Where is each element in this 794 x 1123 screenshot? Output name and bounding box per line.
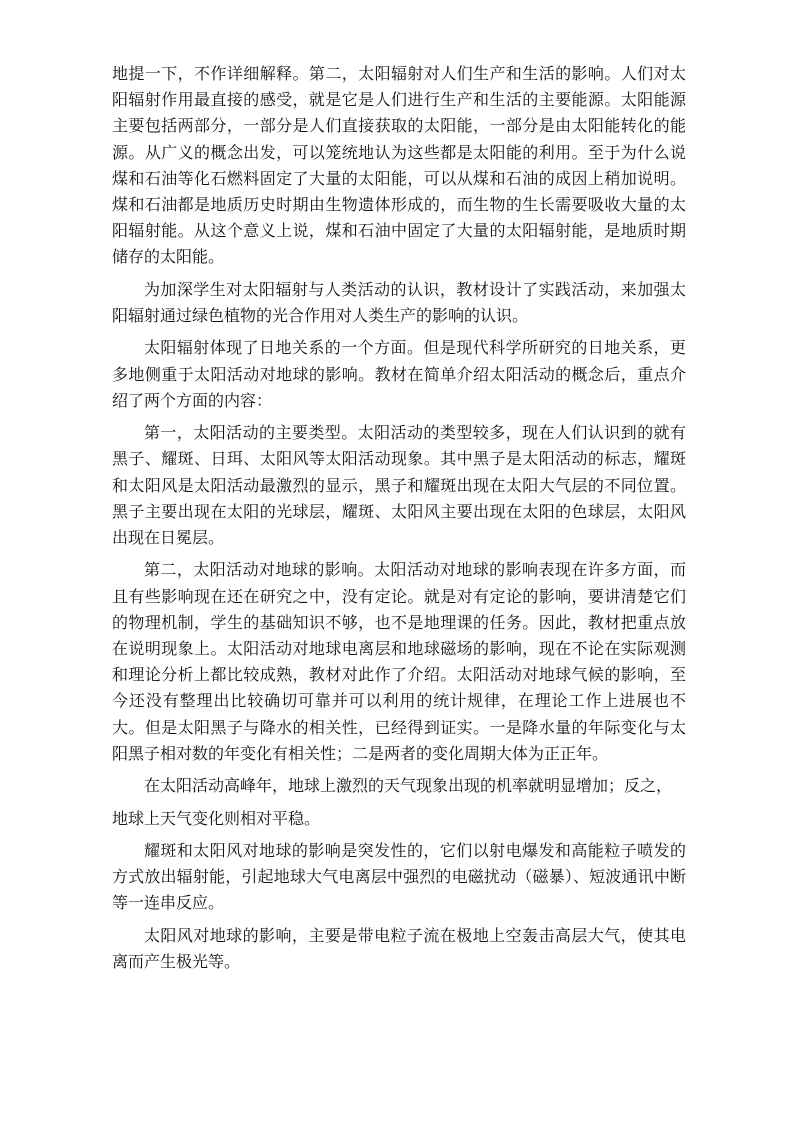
paragraph-6: 在太阳活动高峰年，地球上激烈的天气现象出现的机率就明显增加；反之， <box>144 776 673 796</box>
paragraph-9: 太阳风对地球的影响，主要是带电粒子流在极地上空轰击高层大气，使其电离而产生极光等。 <box>112 925 686 971</box>
paragraph-4: 第一，太阳活动的主要类型。太阳活动的类型较多，现在人们认识到的就有黑子、耀斑、日珥、太阳风等太阳活动现象。其中黑子是太阳活动的标志，耀斑和太阳风是太阳活动最激烈的显示，黑子和耀斑出现在太阳大气层的不同位置。黑子主要出现在太阳的光球层，耀斑、太阳风主要出现在太阳的色球层，太阳风出现在日冕层。 <box>112 423 686 548</box>
paragraph-5: 第二，太阳活动对地球的影响。太阳活动对地球的影响表现在许多方面，而且有些影响现在还在研究之中，没有定论。就是对有定论的影响，要讲清楚它们的物理机制，学生的基础知识不够，也不是地理课的任务。因此，教材把重点放在说明现象上。太阳活动对地球电离层和地球磁场的影响，现在不论在实际观测和理论分析上都比较成熟，教材对此作了介绍。太阳活动对地球气候的影响，至今还没有整理出比较确切可靠并可以利用的统计规律，在理论工作上进展也不大。但是太阳黑子与降水的相关性，已经得到证实。一是降水量的年际变化与太阳黑子相对数的年变化有相关性；二是两者的变化周期大体为正正年。 <box>112 560 686 763</box>
paragraph-8: 耀斑和太阳风对地球的影响是突发性的，它们以射电爆发和高能粒子喷发的方式放出辐射能，引起地球大气电离层中强烈的电磁扰动（磁暴）、短波通讯中断等一连串反应。 <box>112 841 686 913</box>
paragraph-3: 太阳辐射体现了日地关系的一个方面。但是现代科学所研究的日地关系，更多地侧重于太阳活动对地球的影响。教材在简单介绍太阳活动的概念后，重点介绍了两个方面的内容： <box>112 338 686 410</box>
paragraph-1: 地提一下，不作详细解释。第二，太阳辐射对人们生产和生活的影响。人们对太阳辐射作用最直接的感受，就是它是人们进行生产和生活的主要能源。太阳能源主要包括两部分，一部分是人们直接获取的太阳能，一部分是由太阳能转化的能源。从广义的概念出发，可以笼统地认为这些都是太阳能的利用。至于为什么说煤和石油等化石燃料固定了大量的太阳能，可以从煤和石油的成因上稍加说明。煤和石油都是地质历史时期由生物遗体形成的，而生物的生长需要吸收大量的太阳辐射能。从这个意义上说，煤和石油中固定了大量的太阳辐射能，是地质时期储存的太阳能。 <box>112 64 686 267</box>
paragraph-7: 地球上天气变化则相对平稳。 <box>112 808 321 828</box>
paragraph-2: 为加深学生对太阳辐射与人类活动的认识，教材设计了实践活动，来加强太阳辐射通过绿色植物的光合作用对人类生产的影响的认识。 <box>112 279 686 326</box>
document-page <box>112 61 686 981</box>
